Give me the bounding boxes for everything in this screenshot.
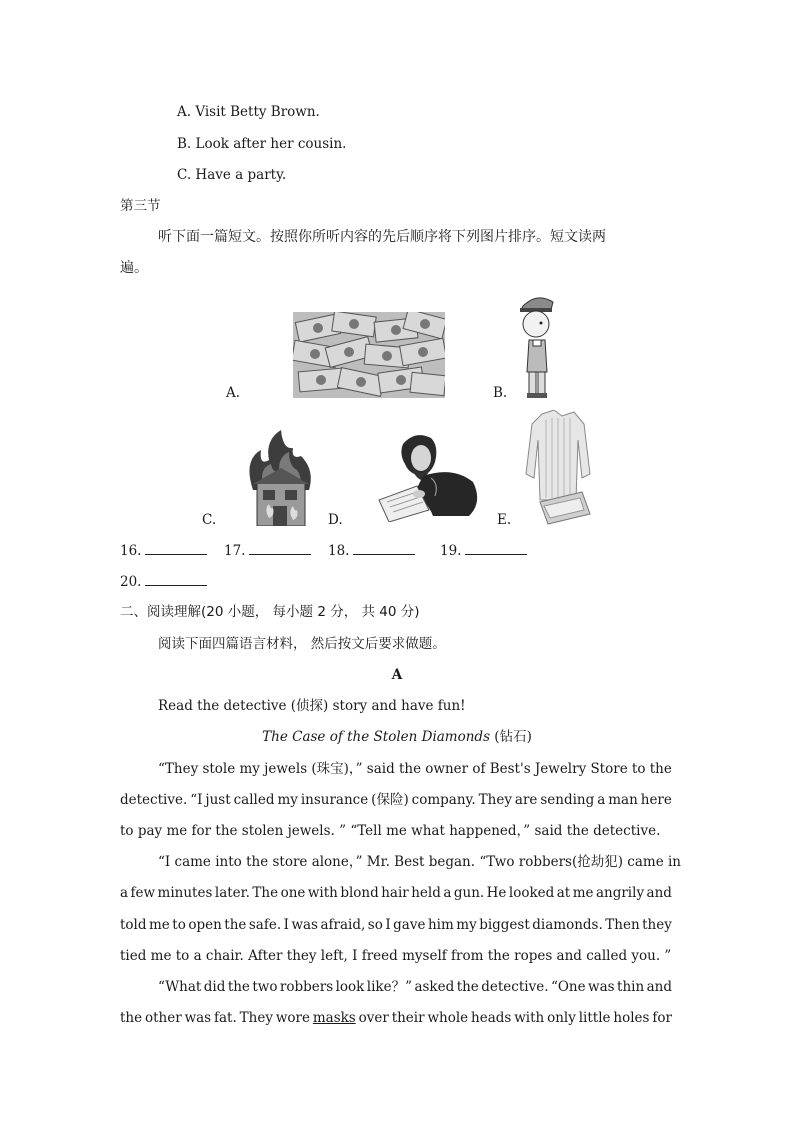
- burning-house-icon: [243, 430, 315, 526]
- story-word: me: [149, 917, 170, 933]
- story-word: man: [608, 792, 638, 808]
- story-line: [158, 760, 672, 778]
- story-word: here: [640, 792, 672, 808]
- story-word: afraid,: [320, 917, 366, 933]
- story-word: holes: [613, 1010, 650, 1026]
- story-word: only: [547, 1010, 576, 1026]
- money-icon: [293, 312, 445, 398]
- story-word: company.: [411, 792, 476, 808]
- story-word: the: [456, 979, 479, 995]
- story-word: him: [427, 917, 454, 933]
- story-word: to: [631, 761, 646, 777]
- answer-18-blank[interactable]: [353, 541, 415, 555]
- story-word: and: [646, 979, 672, 995]
- answer-18: 18.: [328, 541, 415, 560]
- story-word: thin: [617, 979, 645, 995]
- part2-instruction: 阅读下面四篇语言材料， 然后按文后要求做题。: [158, 636, 446, 652]
- story-word: was: [184, 1010, 212, 1026]
- story-line: [120, 1009, 672, 1027]
- story-word: jewels: [264, 761, 308, 777]
- story-word: my: [239, 761, 260, 777]
- story-word: two: [252, 979, 278, 995]
- story-word: was: [291, 917, 318, 933]
- part2-heading: 二、阅读理解(20 小题， 每小题 2 分， 共 40 分): [120, 604, 420, 620]
- story-line: [158, 853, 681, 871]
- story-line: [120, 884, 672, 902]
- story-word: look: [335, 979, 365, 995]
- story-word: called: [233, 792, 275, 808]
- story-word: me: [572, 885, 594, 901]
- option-a: A. Visit Betty Brown.: [177, 104, 320, 120]
- story-word: with: [307, 885, 338, 901]
- story-word: safe.: [248, 917, 282, 933]
- story-word: Then: [605, 917, 640, 933]
- story-word: detective.: [481, 979, 549, 995]
- answer-20-blank[interactable]: [145, 572, 207, 586]
- story-line: [120, 822, 660, 840]
- story-word: Store: [590, 761, 628, 777]
- story-word: I: [385, 917, 391, 933]
- answer-19: 19.: [440, 541, 527, 560]
- story-word: wore: [275, 1010, 310, 1026]
- section-instruction-2: 遍。: [120, 260, 148, 276]
- story-word: my: [277, 792, 298, 808]
- story-word: blond: [340, 885, 379, 901]
- story-word: “What: [158, 979, 202, 995]
- story-word: to: [172, 917, 186, 933]
- story-word: (保险): [371, 792, 409, 808]
- story-word: They: [239, 1010, 273, 1026]
- story-word: so: [367, 917, 383, 933]
- story-word: Best's: [489, 761, 531, 777]
- story-word: the: [120, 1010, 143, 1026]
- story-word: masks: [312, 1010, 356, 1026]
- story-word: told: [120, 917, 147, 933]
- story-word: the: [649, 761, 672, 777]
- story-word: my: [456, 917, 477, 933]
- story-word: “One: [550, 979, 586, 995]
- picture-a-label: A.: [226, 385, 241, 401]
- shirt-icon: [524, 410, 592, 526]
- story-word: They: [478, 792, 512, 808]
- man-writing-icon: [373, 430, 483, 522]
- picture-e-label: E.: [497, 512, 512, 528]
- story-word: of: [472, 761, 486, 777]
- story-word: The: [252, 885, 279, 901]
- story-word: a: [443, 885, 452, 901]
- picture-c-label: C.: [202, 512, 217, 528]
- story-word: angrily: [595, 885, 645, 901]
- story-word: the: [227, 979, 250, 995]
- story-word: biggest: [479, 917, 530, 933]
- story-word: at: [556, 885, 571, 901]
- story-line: [120, 947, 671, 965]
- story-word: robbers: [279, 979, 334, 995]
- option-b: B. Look after her cousin.: [177, 136, 347, 152]
- story-word: the: [224, 917, 247, 933]
- story-word: other: [144, 1010, 182, 1026]
- story-word: just: [205, 792, 231, 808]
- story-word: insurance: [300, 792, 369, 808]
- passage-title: [0, 728, 794, 746]
- answer-16-blank[interactable]: [145, 541, 207, 555]
- story-word: few: [130, 885, 156, 901]
- story-word: open: [188, 917, 222, 933]
- story-word: “I: [190, 792, 203, 808]
- story-word: and: [646, 885, 672, 901]
- story-word: owner: [425, 761, 469, 777]
- story-word: the: [398, 761, 422, 777]
- story-word: fat.: [213, 1010, 237, 1026]
- story-word: (珠宝)，”: [311, 761, 363, 777]
- story-word: minutes: [157, 885, 213, 901]
- section-instruction-1: 听下面一篇短文。按照你所听内容的先后顺序将下列图片排序。短文读两: [158, 229, 606, 245]
- story-word: their: [391, 1010, 425, 1026]
- story-word: detective.: [120, 792, 188, 808]
- passage-letter: A: [391, 667, 403, 683]
- section-heading: 第三节: [120, 198, 161, 214]
- story-word: heads: [471, 1010, 512, 1026]
- story-word: diamonds.: [532, 917, 603, 933]
- story-word: like？”: [366, 979, 413, 995]
- story-line: [120, 916, 672, 934]
- story-word: one: [280, 885, 306, 901]
- story-line: [120, 791, 672, 809]
- option-c: C. Have a party.: [177, 167, 287, 183]
- story-word: little: [578, 1010, 611, 1026]
- story-word: to pay me for the stolen jewels. ” “Tell me what happened，” said the detective.: [120, 823, 661, 839]
- picture-b-label: B.: [493, 385, 508, 401]
- police-officer-icon: [517, 290, 557, 400]
- story-word: a: [597, 792, 606, 808]
- story-word: “They: [158, 761, 199, 777]
- story-word: He: [486, 885, 507, 901]
- answer-17: 17.: [224, 541, 311, 560]
- picture-d-label: D.: [328, 512, 343, 528]
- story-word: sending: [540, 792, 595, 808]
- answer-16: 16.: [120, 541, 207, 560]
- story-word: for: [652, 1010, 672, 1026]
- story-word: asked: [414, 979, 455, 995]
- story-word: gun.: [453, 885, 485, 901]
- story-word: later.: [214, 885, 250, 901]
- story-word: looked: [508, 885, 555, 901]
- story-word: whole: [427, 1010, 469, 1026]
- passage-title-en: The Case of the Stolen Diamonds: [262, 729, 490, 745]
- passage-intro: Read the detective (侦探) story and have fun!: [158, 698, 466, 714]
- story-word: was: [588, 979, 615, 995]
- story-word: with: [514, 1010, 545, 1026]
- story-word: stole: [202, 761, 236, 777]
- answer-20: 20.: [120, 572, 207, 591]
- story-word: said: [366, 761, 395, 777]
- story-word: did: [203, 979, 226, 995]
- answer-17-blank[interactable]: [249, 541, 311, 555]
- passage-title-cn: (钻石): [494, 729, 532, 745]
- story-word: over: [358, 1010, 389, 1026]
- story-word: I: [283, 917, 289, 933]
- story-word: gave: [393, 917, 426, 933]
- story-line: [158, 978, 672, 996]
- story-word: they: [642, 917, 672, 933]
- answer-19-blank[interactable]: [465, 541, 527, 555]
- story-word: hair: [381, 885, 409, 901]
- story-word: are: [514, 792, 538, 808]
- story-word: a: [120, 885, 129, 901]
- story-word: Jewelry: [534, 761, 587, 777]
- story-word: held: [411, 885, 441, 901]
- story-word: tied me to a chair. After they left, I freed myself from the ropes and called you. ”: [120, 948, 672, 964]
- story-word: “I came into the store alone，” Mr. Best began. “Two robbers(抢劫犯) came in: [158, 854, 681, 870]
